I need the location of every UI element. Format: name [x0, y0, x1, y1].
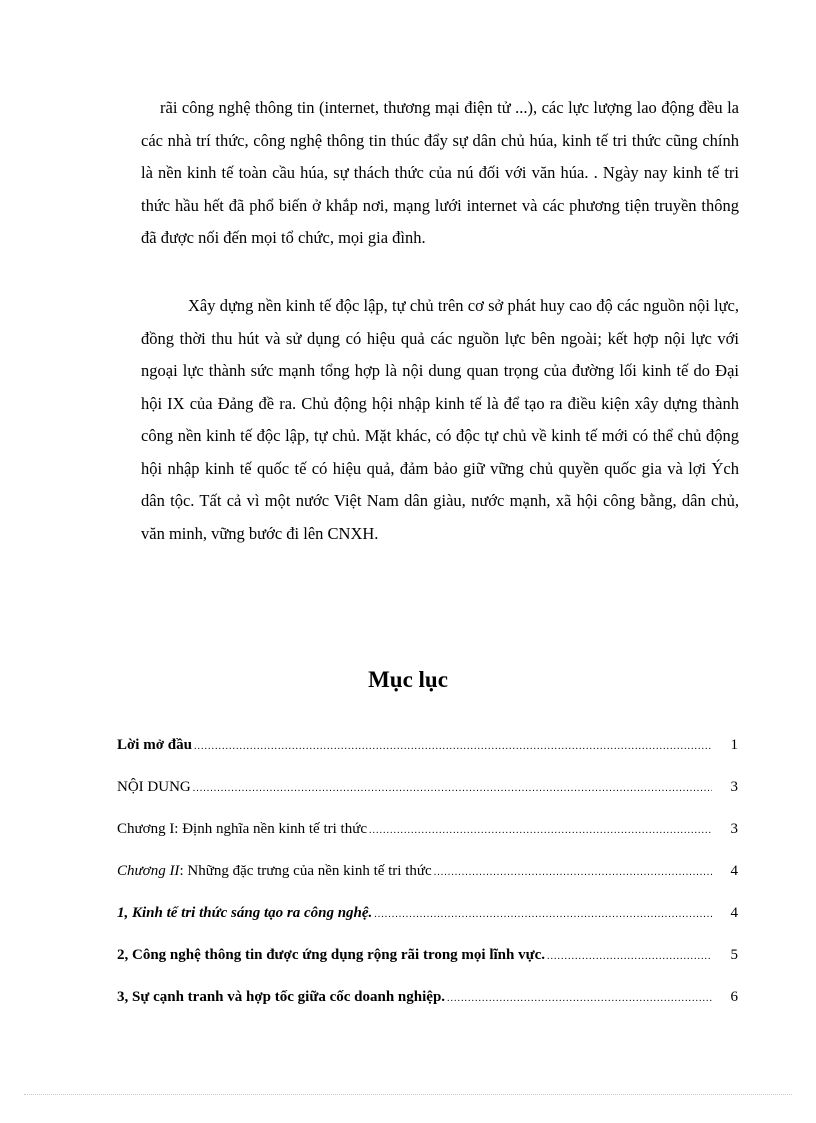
table-of-contents — [117, 737, 738, 1031]
toc-page-number: 4 — [730, 905, 738, 921]
toc-entry-label: 3, Sự cạnh tranh và hợp tốc giữa cốc doanh nghiệp. — [117, 989, 446, 1005]
toc-title: Mục lục — [368, 667, 448, 692]
page-bottom-divider — [24, 1094, 792, 1095]
toc-entry-label: 1, Kinh tế tri thức sáng tạo ra công nghệ. — [117, 905, 373, 921]
toc-entry-chapter-2[interactable] — [117, 863, 738, 905]
toc-entry-label: NỘI DUNG — [117, 779, 191, 795]
toc-entry-label — [117, 863, 432, 880]
body-paragraph-2: Xây dựng nền kinh tế độc lập, tự chủ trên cơ sở phát huy cao độ các nguồn nội lực, đồng thời thu hút và sử dụng có hiệu quả các nguồn lực bên ngoài; kết hợp nội lực với ngoại lực thành sức mạnh tổng hợp là nội dung quan trọng của đường lối kinh tế do Đại hội IX của Đảng đề ra. Chủ động hội nhập kinh tế là để tạo ra điều kiện xây dựng thành công nền kinh tế độc lập, tự chủ. Mặt khác, có độc tự chủ về kinh tế mới có thể chủ động hội nhập kinh tế quốc tế có hiệu quả, đảm bảo giữ vững chủ quyền quốc gia và lợi Ých dân tộc. Tất cả vì một nước Việt Nam dân giàu, nước mạnh, xã hội công bằng, dân chủ, văn minh, vững bước đi lên CNXH. — [141, 296, 739, 543]
toc-entry-chapter-1[interactable] — [117, 821, 738, 863]
toc-entry-intro[interactable] — [117, 737, 738, 779]
toc-dot-leader — [369, 825, 712, 836]
toc-page-number: 6 — [730, 989, 738, 1005]
toc-dot-leader — [434, 867, 712, 878]
toc-dot-leader — [193, 783, 712, 794]
toc-dot-leader — [194, 741, 712, 752]
toc-page-number: 4 — [730, 863, 738, 879]
toc-page-number: 3 — [730, 779, 738, 795]
toc-page-number: 3 — [730, 821, 738, 837]
toc-entry-content[interactable] — [117, 779, 738, 821]
toc-entry-section-3[interactable] — [117, 989, 738, 1031]
toc-entry-prefix: Chương II — [117, 863, 180, 879]
toc-entry-label: Chương I: Định nghĩa nền kinh tế tri thức — [117, 821, 367, 837]
toc-entry-section-2[interactable] — [117, 947, 738, 989]
toc-dot-leader — [547, 951, 712, 962]
toc-dot-leader — [447, 993, 712, 1004]
toc-entry-label: 2, Công nghệ thông tin được ứng dụng rộng rãi trong mọi lĩnh vực. — [117, 947, 546, 963]
toc-entry-section-1[interactable] — [117, 905, 738, 947]
toc-entry-label-rest: : Những đặc trưng của nền kinh tế tri thức — [179, 863, 432, 879]
toc-entry-label: Lời mở đầu — [117, 737, 192, 753]
toc-page-number: 5 — [730, 947, 738, 963]
toc-page-number: 1 — [730, 737, 738, 753]
toc-dot-leader — [374, 909, 712, 920]
body-paragraph-1: rãi công nghệ thông tin (internet, thương mại điện tử ...), các lực lượng lao động đều la các nhà trí thức, công nghệ thông tin thúc đẩy sự dân chủ húa, kinh tế tri thức cũng chính là nền kinh tế toàn cầu húa, sự thách thức của nú đối với văn húa. . Ngày nay kinh tế tri thức hầu hết đã phổ biến ở khắp nơi, mạng lưới internet và các phương tiện truyền thông đã được nối đến mọi tổ chức, mọi gia đình. — [141, 98, 739, 247]
